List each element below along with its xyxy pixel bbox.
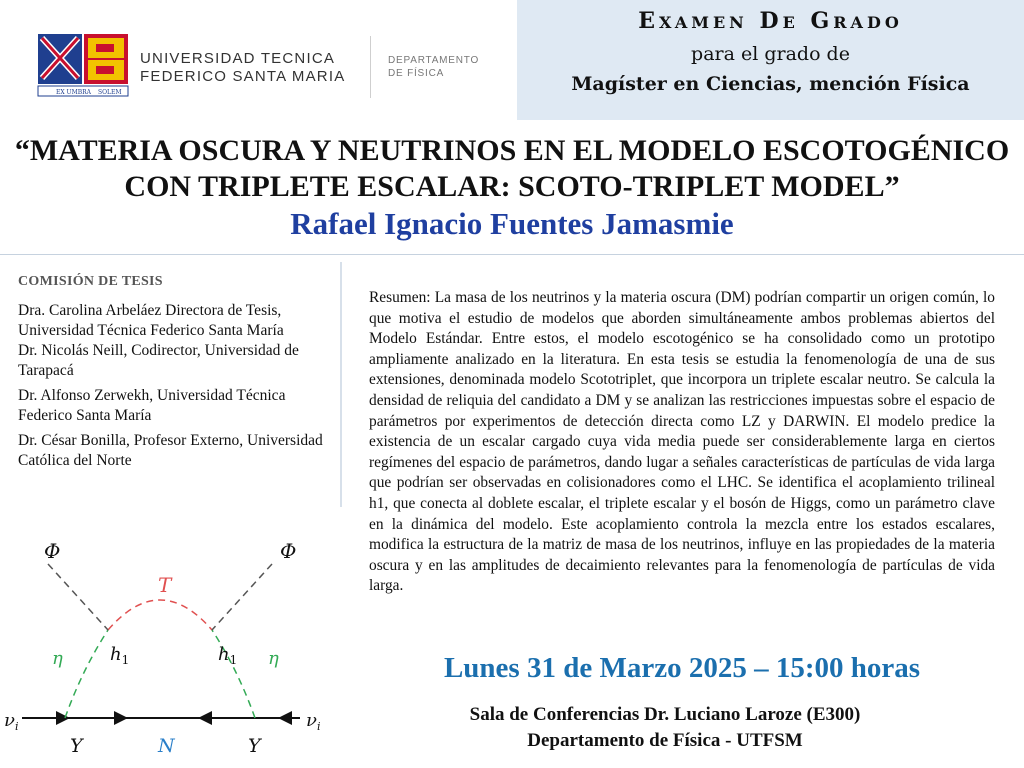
- eta-propagator-left: [65, 630, 108, 718]
- nu-left-label: $\nu_i$: [4, 710, 19, 733]
- committee-member: Dr. César Bonilla, Profesor Externo, Universidad Católica del Norte: [18, 432, 323, 469]
- university-shield-icon: [36, 32, 132, 98]
- phi-line-left: [48, 564, 108, 630]
- column-divider: [340, 262, 342, 507]
- abstract-text: Resumen: La masa de los neutrinos y la materia oscura (DM) podrían compartir un origen común, lo que motiva el estudio de modelos que aborden simultáneamente ambos problemas abiertos del Modelo Estándar. Entre estos, el modelo escotogénico se ha consolidado como un prototipo ampliamente analizado en la literatura. En esta tesis se estudia la fenomenología de una de sus extensiones, denominada modelo Scototriplet, que incorpora un triplete escalar neutro. Se calcula la densidad de reliquia del candidato a DM y se analizan las restricciones impuestas sobre el espacio de parámetros por experimentos de detección directa como LZ y DARWIN. El modelo predice la existencia de un escalar cargado cuya vida media puede ser considerablemente larga en ciertos regímenes del espacio de parámetros, dando lugar a señales características de partículas de vida larga que podrían ser observadas en colisionadores como el LHC. Se identifica el acoplamiento trilineal h1, que conecta al doblete escalar, el triplete escalar y el bosón de Higgs, como un parámetro clave en la dinámica del modelo. Este acoplamiento controla la mezcla entre los estados escalares, modifica la estructura de la matriz de masa de los neutrinos, influye en las propiedades de la materia oscura y en las amplitudes de decaimiento relevantes para la fenomenología de partículas de vida larga.: [369, 289, 995, 595]
- committee-member: Dr. Alfonso Zerwekh, Universidad Técnica Federico Santa María: [18, 387, 286, 424]
- degree-name: Magíster en Ciencias, mención Física: [571, 73, 970, 95]
- event-date: Lunes 31 de Marzo 2025 – 15:00 horas: [443, 652, 921, 684]
- department-name: [388, 54, 479, 80]
- triplet-label: T: [158, 573, 172, 597]
- h1-left-label: $h_1$: [110, 644, 130, 667]
- logo-divider: [370, 36, 371, 98]
- department-line1: DEPARTAMENTO: [388, 55, 480, 66]
- event-venue: [400, 702, 930, 754]
- exam-title: EXAMEN DE GRADO: [638, 8, 903, 34]
- committee-member: Dr. Nicolás Neill, Codirector, Universidad de Tarapacá: [18, 342, 299, 379]
- fermion-arrow-icon: [198, 711, 212, 725]
- Y-right-label: Y: [248, 735, 261, 757]
- thesis-title-line2: CON TRIPLETE ESCALAR: SCOTO-TRIPLET MODEL”: [124, 170, 900, 203]
- eta-left-label: η: [52, 648, 63, 669]
- phi-line-right: [212, 564, 272, 630]
- thesis-title-line1: “MATERIA OSCURA Y NEUTRINOS EN EL MODELO ESCOTOGÉNICO: [14, 134, 1010, 167]
- fermion-arrow-icon: [56, 711, 70, 725]
- fermion-arrow-icon: [114, 711, 128, 725]
- exam-banner: [517, 0, 1024, 120]
- motto-left: EX UMBRA: [56, 89, 92, 96]
- author-name: Rafael Ignacio Fuentes Jamasmie: [290, 206, 734, 241]
- fermion-arrow-icon: [278, 711, 292, 725]
- feynman-diagram: [0, 530, 340, 768]
- department-line2: DE FÍSICA: [388, 68, 445, 79]
- nu-right-label: $\nu_i$: [306, 710, 321, 733]
- N-label: N: [158, 735, 175, 757]
- thesis-title: [0, 133, 1024, 205]
- event-department: Departamento de Física - UTFSM: [527, 730, 803, 751]
- committee-list: [18, 301, 336, 476]
- triplet-propagator: [108, 600, 212, 630]
- motto-right: SOLEM: [98, 89, 122, 96]
- event-room: Sala de Conferencias Dr. Luciano Laroze (E300): [469, 704, 861, 725]
- section-divider: [0, 254, 1024, 255]
- Y-left-label: Y: [70, 735, 83, 757]
- university-name-line1: UNIVERSIDAD TECNICA: [140, 50, 336, 67]
- phi-right-label: Φ: [280, 539, 297, 563]
- committee-member: Dra. Carolina Arbeláez Directora de Tesis, Universidad Técnica Federico Santa María: [18, 302, 284, 339]
- committee-title: COMISIÓN DE TESIS: [18, 274, 163, 289]
- exam-subtitle: para el grado de: [691, 43, 850, 65]
- h1-right-label: $h_1$: [218, 644, 238, 667]
- university-logo-area: [0, 0, 517, 120]
- university-name-line2: FEDERICO SANTA MARIA: [140, 68, 346, 85]
- university-name: [140, 50, 345, 86]
- phi-left-label: Φ: [44, 539, 61, 563]
- eta-right-label: η: [268, 648, 279, 669]
